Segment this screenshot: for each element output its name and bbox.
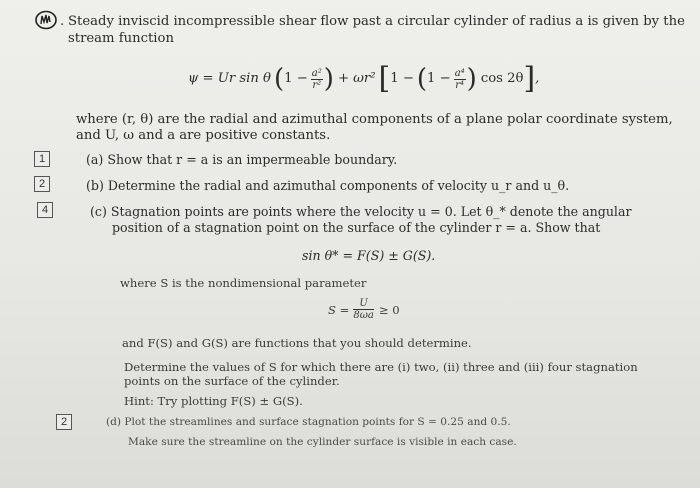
determine-line-2: points on the surface of the cylinder. xyxy=(124,374,340,388)
S-denominator: 8ωa xyxy=(353,310,374,321)
eq-cos-term: cos 2θ xyxy=(480,71,524,86)
eq-lhs: ψ = Ur sin θ xyxy=(188,71,271,86)
S-lhs: S = xyxy=(328,302,350,317)
part-c-line-1: (c) Stagnation points are points where the velocity u = 0. Let θ_* denote the angular xyxy=(90,204,632,219)
eq-one-b: 1 − xyxy=(390,71,414,86)
intro-line-2: stream function xyxy=(68,31,174,46)
where-S-line: where S is the nondimensional parameter xyxy=(120,276,367,290)
marks-badge-d: 2 xyxy=(56,414,72,430)
stream-function-equation: ψ = Ur sin θ ( 1 − $\frac{\text{a²}}{\text{r²}}$ ) + ωr² [ 1 − ( 1 − $\frac{\text{a⁴}}{\text{r⁴}}$ ) cos 2θ ] , xyxy=(188,61,540,96)
S-numerator: U xyxy=(353,298,373,310)
eq-frac1-num: a² xyxy=(311,67,322,79)
fg-line: and F(S) and G(S) are functions that you should determine. xyxy=(122,336,472,350)
eq-plus: + ωr² xyxy=(337,71,376,86)
eq-frac1-den: r² xyxy=(312,79,322,91)
S-definition xyxy=(328,298,400,321)
stagnation-equation: sin θ* = F(S) ± G(S). xyxy=(302,248,436,263)
part-b-text: (b) Determine the radial and azimuthal components of velocity u_r and u_θ. xyxy=(86,178,570,193)
marks-badge-a: 1 xyxy=(34,151,50,167)
eq-frac2-den: r⁴ xyxy=(455,79,465,91)
eq-one-c: 1 − xyxy=(427,71,451,86)
part-d-line-1: (d) Plot the streamlines and surface stagnation points for S = 0.25 and 0.5. xyxy=(106,416,511,428)
where-line-2: and U, ω and a are positive constants. xyxy=(76,128,331,143)
problem-number-dot: . xyxy=(60,14,65,29)
part-d-line-2: Make sure the streamline on the cylinder surface is visible in each case. xyxy=(128,436,517,448)
eq-one: 1 − xyxy=(284,71,308,86)
hint-line: Hint: Try plotting F(S) ± G(S). xyxy=(124,394,303,408)
marks-badge-b: 2 xyxy=(34,176,50,192)
S-rhs: ≥ 0 xyxy=(378,302,400,317)
eq-comma: , xyxy=(535,71,540,86)
marks-badge-c: 4 xyxy=(37,202,53,218)
intro-line-1: Steady inviscid incompressible shear flow past a circular cylinder of radius a is given by the xyxy=(68,14,685,29)
part-a-text: (a) Show that r = a is an impermeable boundary. xyxy=(86,152,398,167)
eq-frac2-num: a⁴ xyxy=(454,67,465,79)
where-line-1: where (r, θ) are the radial and azimuthal components of a plane polar coordinate system, xyxy=(76,112,673,127)
circled-number-icon xyxy=(34,9,60,31)
part-c-line-2: position of a stagnation point on the surface of the cylinder r = a. Show that xyxy=(112,220,601,235)
determine-line-1: Determine the values of S for which there are (i) two, (ii) three and (iii) four stagnation xyxy=(124,360,638,374)
